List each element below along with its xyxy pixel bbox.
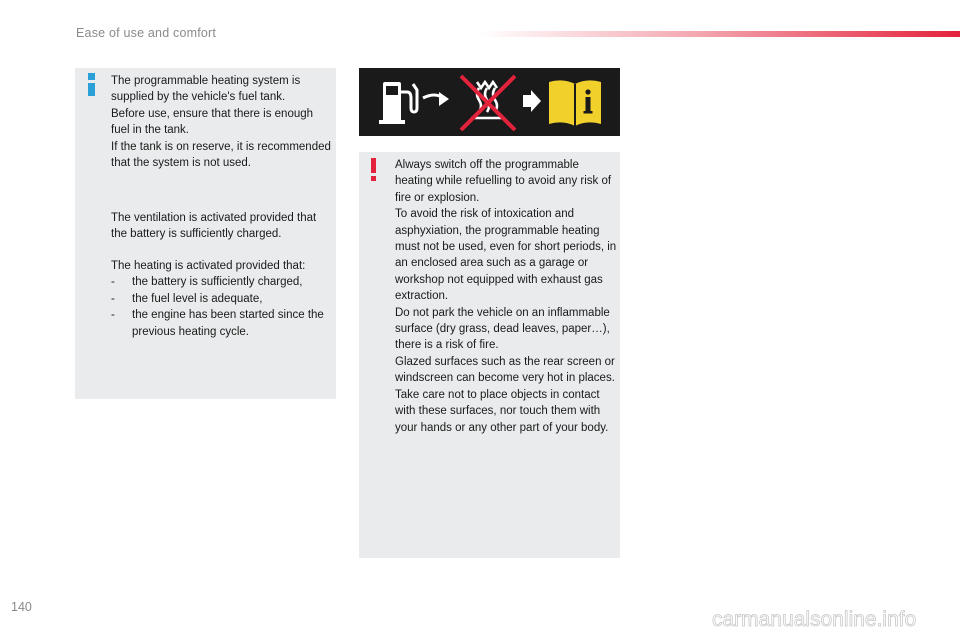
warning-paragraph: Glazed surfaces such as the rear screen or windscreen can become very hot in places. (395, 355, 615, 385)
bullet-marker: - (111, 276, 115, 289)
info-icon (88, 73, 96, 95)
section-title: Ease of use and comfort (76, 26, 217, 40)
list-item-text: the engine has been started since the previous heating cycle. (132, 309, 324, 338)
watermark-logo (712, 606, 958, 632)
pictogram-strip (359, 68, 620, 136)
header-accent-bar (480, 31, 960, 37)
info-paragraph: The programmable heating system is supplied by the vehicle's fuel tank. (111, 75, 301, 104)
ventilation-paragraph: The ventilation is activated provided that the battery is sufficiently charged. (111, 212, 317, 241)
watermark-text: carmanualsonline.info (712, 608, 917, 631)
warning-paragraph: To avoid the risk of intoxication and asphyxiation, the programmable heating must not be used, even for short periods, in an enclosed area such as a garage or workshop not equipped with exhaust gas extraction. (395, 208, 617, 303)
list-item (111, 307, 333, 340)
handbook-icon (549, 80, 601, 126)
bullet-marker: - (111, 292, 115, 305)
fuel-pump-icon (379, 82, 417, 124)
ventilation-text (111, 210, 331, 243)
warning-icon (371, 158, 377, 182)
pictogram-panel (359, 68, 620, 136)
list-item (111, 274, 333, 290)
warning-paragraph: Always switch off the programmable heating while refuelling to avoid any risk of fire or explosion. (395, 159, 612, 204)
info-note-text (111, 73, 331, 171)
bullet-marker: - (111, 309, 115, 322)
warning-paragraph: Do not park the vehicle on an inflammable surface (dry grass, dead leaves, paper…), there is a risk of fire. (395, 306, 610, 352)
heating-conditions (111, 258, 333, 340)
warning-paragraph: Take care not to place objects in contact with these surfaces, nor touch them with your hands or any other part of your body. (395, 388, 609, 434)
page-number: 140 (11, 600, 32, 614)
info-paragraph: If the tank is on reserve, it is recommended that the system is not used. (111, 140, 331, 170)
heating-intro: The heating is activated provided that: (111, 260, 306, 272)
arrow-right-icon (523, 90, 541, 112)
warning-note-text (395, 157, 617, 436)
list-item (111, 291, 333, 307)
list-item-text: the battery is sufficiently charged, (132, 276, 303, 289)
list-item-text: the fuel level is adequate, (132, 292, 263, 305)
info-paragraph: Before use, ensure that there is enough fuel in the tank. (111, 107, 314, 137)
no-heating-icon (461, 76, 515, 130)
arrow-right-icon (423, 92, 449, 106)
